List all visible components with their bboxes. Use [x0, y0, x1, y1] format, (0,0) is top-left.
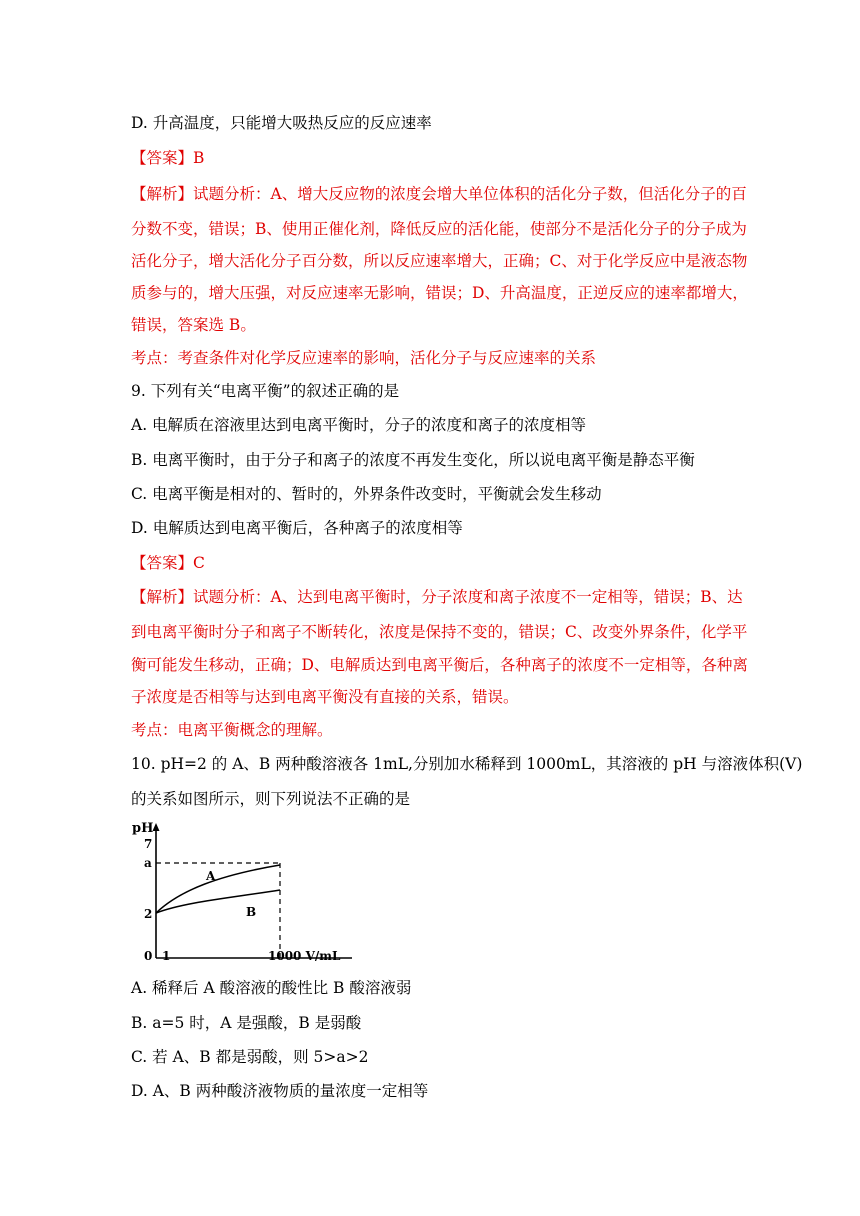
q10-stem-line-2: 的关系如图所示，则下列说法不正确的是 — [131, 790, 411, 808]
analysis-text: 试题分析：A、达到电离平衡时，分子浓度和离子浓度不一定相等，错误；B、达 — [193, 588, 743, 606]
q9-analysis-line-2: 到电离平衡时分子和离子不断转化，浓度是保持不变的，错误；C、改变外界条件，化学平 — [131, 623, 748, 641]
q9-answer — [131, 553, 205, 573]
analysis-label: 【解析】 — [131, 185, 194, 203]
y-tick-a: a — [144, 856, 152, 870]
answer-value: B — [193, 149, 205, 167]
q9-option-d: D. 电解质达到电离平衡后，各种离子的浓度相等 — [131, 519, 463, 537]
curve-a-label: A — [206, 869, 216, 883]
curve-b-label: B — [246, 905, 257, 919]
origin-label: 0 — [144, 949, 153, 963]
curve-a — [156, 865, 280, 913]
q9-analysis-line-1 — [131, 587, 743, 607]
q9-option-b: B. 电离平衡时，由于分子和离子的浓度不再发生变化，所以说电离平衡是静态平衡 — [131, 451, 695, 469]
q9-option-c: C. 电离平衡是相对的、暂时的，外界条件改变时，平衡就会发生移动 — [131, 485, 602, 503]
q8-answer — [131, 148, 204, 168]
ph-volume-figure — [132, 820, 360, 970]
x-axis-label: 1000 V/mL — [268, 949, 341, 963]
q9-stem: 9. 下列有关“电离平衡”的叙述正确的是 — [131, 382, 400, 400]
q9-point: 考点：电离平衡概念的理解。 — [131, 721, 333, 739]
q10-option-d: D. A、B 两种酸济液物质的量浓度一定相等 — [131, 1082, 429, 1100]
q8-analysis-line-1 — [131, 184, 747, 204]
answer-label: 【答案】 — [131, 149, 194, 167]
q8-point: 考点：考查条件对化学反应速率的影响，活化分子与反应速率的关系 — [131, 349, 597, 367]
y-axis-arrow — [153, 823, 160, 831]
q8-analysis-line-4: 质参与的，增大压强，对反应速率无影响，错误；D、升高温度，正逆反应的速率都增大， — [131, 284, 748, 302]
y-tick-2: 2 — [144, 907, 153, 921]
answer-label: 【答案】 — [131, 554, 194, 572]
q10-stem-line-1: 10. pH=2 的 A、B 两种酸溶液各 1mL,分别加水稀释到 1000mL，其溶液的 pH 与溶液体积(V) — [131, 755, 803, 773]
analysis-label: 【解析】 — [131, 588, 194, 606]
q10-option-c: C. 若 A、B 都是弱酸，则 5>a>2 — [131, 1048, 369, 1066]
y-axis-label: pH — [132, 821, 154, 836]
q9-analysis-line-3: 衡可能发生移动，正确；D、电解质达到电离平衡后，各种离子的浓度不一定相等，各种离 — [131, 656, 748, 674]
q10-option-a: A. 稀释后 A 酸溶液的酸性比 B 酸溶液弱 — [131, 979, 412, 997]
q8-option-d: D. 升高温度，只能增大吸热反应的反应速率 — [131, 114, 432, 132]
answer-value: C — [193, 554, 205, 572]
q8-analysis-line-2: 分数不变，错误；B、使用正催化剂，降低反应的活化能，使部分不是活化分子的分子成为 — [131, 220, 747, 238]
x-tick-1: 1 — [162, 949, 171, 963]
q9-analysis-line-4: 子浓度是否相等与达到电离平衡没有直接的关系，错误。 — [131, 688, 519, 706]
curve-b — [156, 890, 280, 913]
analysis-text: 试题分析：A、增大反应物的浓度会增大单位体积的活化分子数，但活化分子的百 — [193, 185, 747, 203]
q10-option-b: B. a=5 时，A 是强酸，B 是弱酸 — [131, 1014, 362, 1032]
q8-analysis-line-5: 错误，答案选 B。 — [131, 316, 256, 334]
q8-analysis-line-3: 活化分子，增大活化分子百分数，所以反应速率增大，正确；C、对于化学反应中是液态物 — [131, 252, 748, 270]
y-tick-7: 7 — [144, 837, 153, 851]
q9-option-a: A. 电解质在溶液里达到电离平衡时，分子的浓度和离子的浓度相等 — [131, 416, 587, 434]
